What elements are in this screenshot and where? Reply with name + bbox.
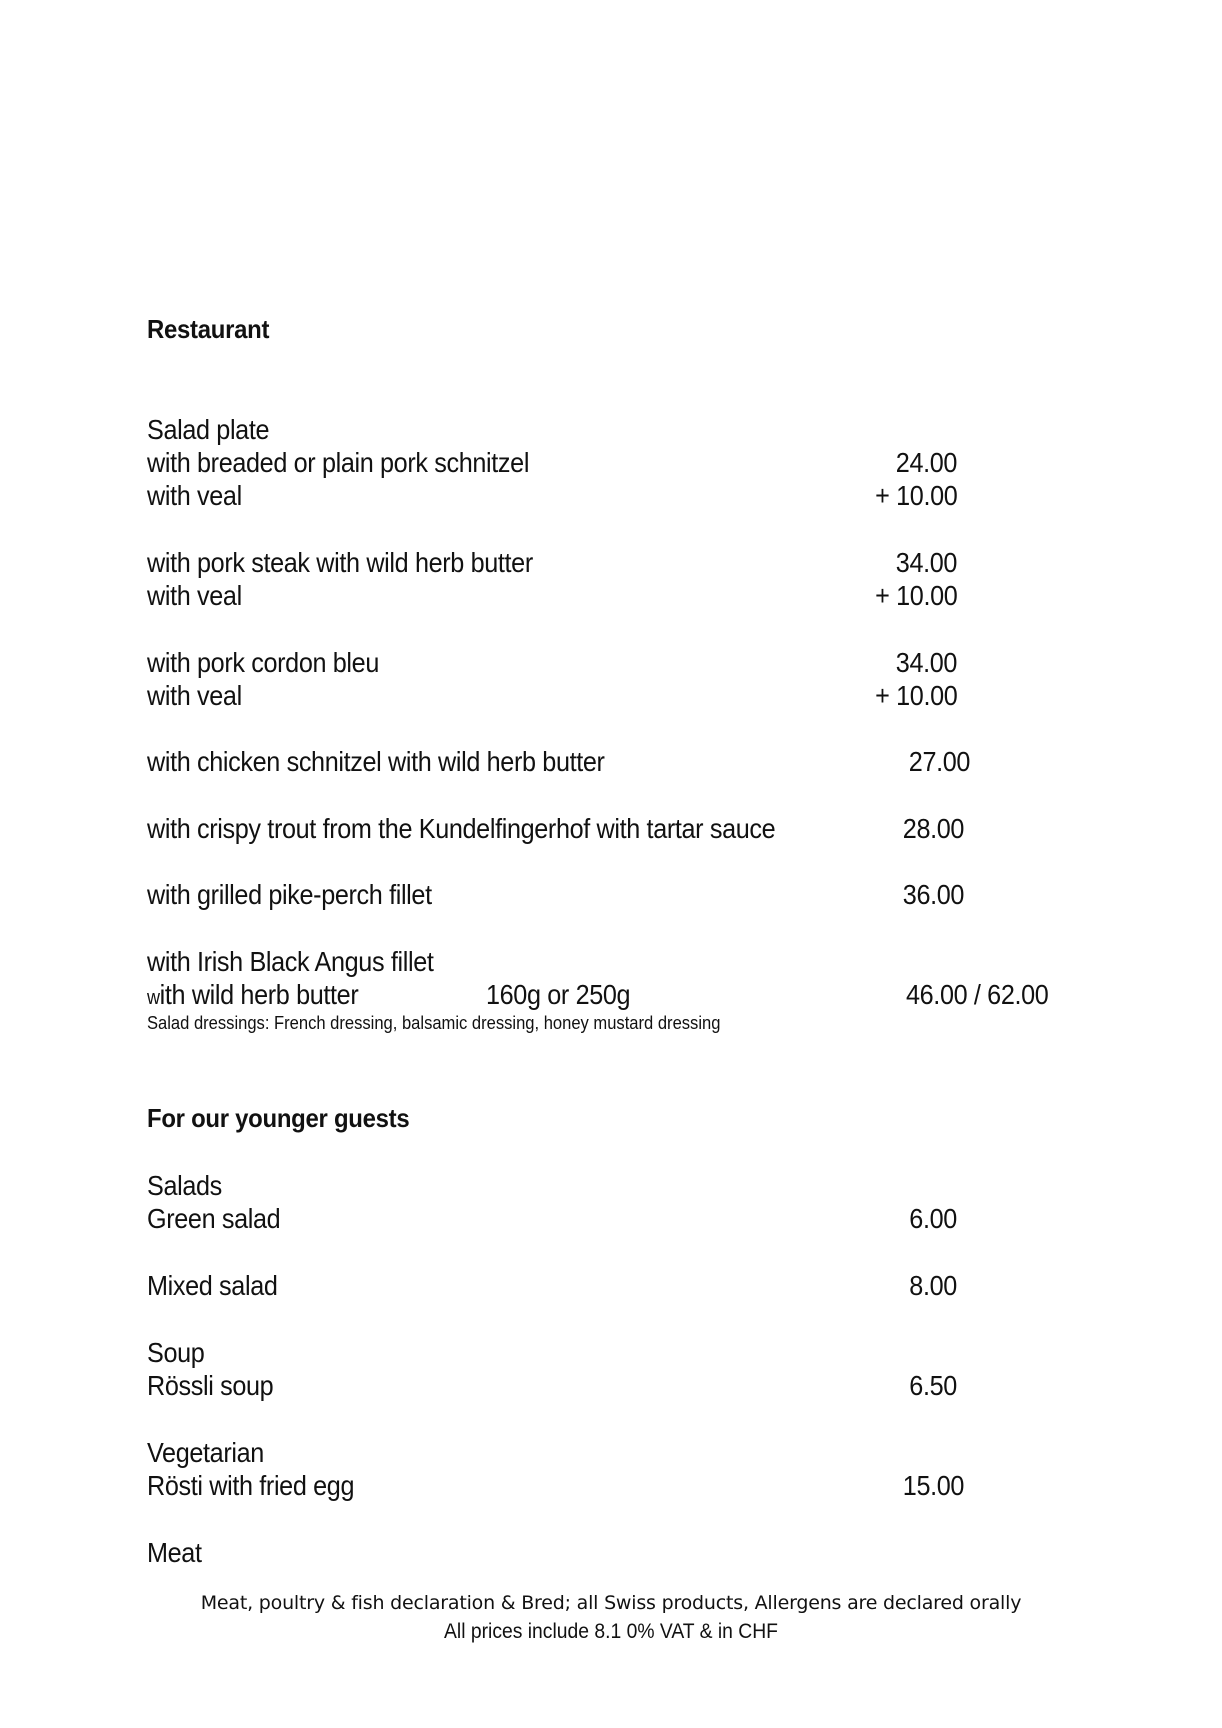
section-title-younger-guests: For our younger guests	[147, 1103, 410, 1133]
item-pork-schnitzel: with breaded or plain pork schnitzel	[147, 447, 530, 478]
item-rossli-soup: Rössli soup	[147, 1370, 274, 1401]
item-veal-2: with veal	[147, 580, 242, 611]
price-green-salad: 6.00	[909, 1203, 957, 1234]
item-pork-steak: with pork steak with wild herb butter	[147, 547, 533, 578]
price-rosti: 15.00	[902, 1470, 964, 1501]
price-veal-1: + 10.00	[874, 480, 957, 511]
dressings-note: Salad dressings: French dressing, balsamic dressing, honey mustard dressing	[147, 1013, 721, 1033]
price-pike-perch: 36.00	[902, 879, 964, 910]
footer-declaration: Meat, poultry & fish declaration & Bred; all Swiss products, Allergens are declared orally	[200, 1592, 1022, 1614]
item-black-angus: with Irish Black Angus fillet	[147, 946, 434, 977]
item-mixed-salad: Mixed salad	[147, 1270, 278, 1301]
item-crispy-trout: with crispy trout from the Kundelfingerhof with tartar sauce	[147, 813, 776, 844]
item-green-salad: Green salad	[147, 1203, 281, 1234]
angus-detail-text: ith wild herb butter	[159, 979, 359, 1010]
section-title-restaurant: Restaurant	[147, 314, 270, 344]
price-veal-3: + 10.00	[874, 680, 957, 711]
price-pork-schnitzel: 24.00	[895, 447, 957, 478]
angus-weight-options: 160g or 250g	[486, 979, 631, 1010]
category-meat: Meat	[147, 1537, 202, 1568]
item-veal-3: with veal	[147, 680, 242, 711]
price-chicken-schnitzel: 27.00	[908, 746, 970, 777]
footer-vat-note: All prices include 8.1 0% VAT & in CHF	[444, 1620, 778, 1643]
category-salads: Salads	[147, 1170, 222, 1201]
category-salad-plate: Salad plate	[147, 414, 270, 445]
price-black-angus: 46.00 / 62.00	[906, 979, 1049, 1010]
item-chicken-schnitzel: with chicken schnitzel with wild herb butter	[147, 746, 605, 777]
category-soup: Soup	[147, 1337, 205, 1368]
item-cordon-bleu: with pork cordon bleu	[147, 647, 379, 678]
item-veal-1: with veal	[147, 480, 242, 511]
price-crispy-trout: 28.00	[902, 813, 964, 844]
item-rosti: Rösti with fried egg	[147, 1470, 355, 1501]
price-veal-2: + 10.00	[874, 580, 957, 611]
angus-lead-letter: w	[147, 987, 160, 1009]
item-pike-perch: with grilled pike-perch fillet	[147, 879, 432, 910]
price-cordon-bleu: 34.00	[895, 647, 957, 678]
item-black-angus-detail	[147, 979, 358, 1011]
price-mixed-salad: 8.00	[909, 1270, 957, 1301]
category-vegetarian: Vegetarian	[147, 1437, 264, 1468]
price-pork-steak: 34.00	[895, 547, 957, 578]
price-rossli-soup: 6.50	[909, 1370, 957, 1401]
